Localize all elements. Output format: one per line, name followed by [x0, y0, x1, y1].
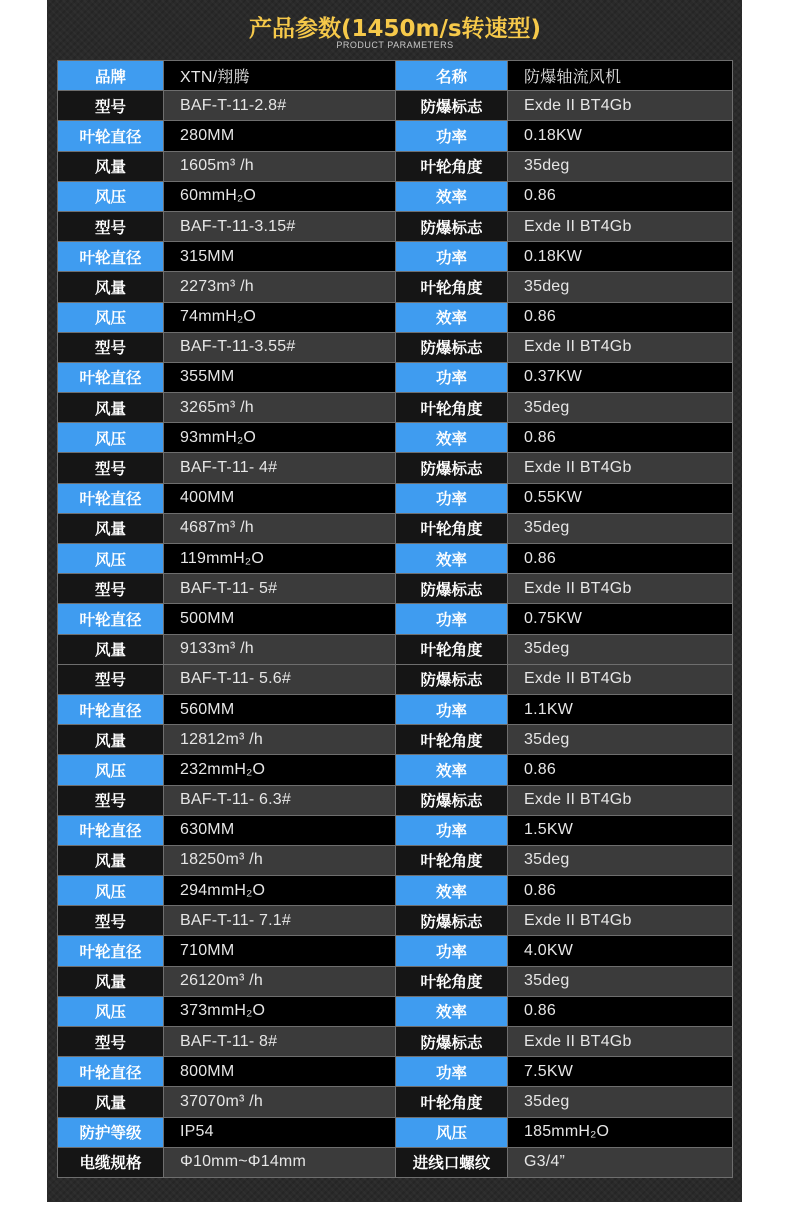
row-value: 280MM — [164, 121, 396, 151]
row-label: 风压 — [58, 181, 164, 211]
row-label: 型号 — [58, 664, 164, 694]
table-row — [58, 996, 733, 1026]
row-value: BAF-T-11-3.15# — [164, 211, 396, 241]
row-label: 叶轮角度 — [396, 151, 508, 181]
row-label: 叶轮直径 — [58, 362, 164, 392]
row-value: 35deg — [508, 634, 733, 664]
row-value: 800MM — [164, 1057, 396, 1087]
row-value: 119mmH₂O — [164, 544, 396, 574]
row-value: 710MM — [164, 936, 396, 966]
row-value: 12812m³ /h — [164, 725, 396, 755]
spec-table-body — [58, 61, 733, 1178]
table-row — [58, 815, 733, 845]
table-row — [58, 332, 733, 362]
row-value: Exde II BT4Gb — [508, 664, 733, 694]
row-label: 风压 — [396, 1117, 508, 1147]
row-label: 功率 — [396, 604, 508, 634]
row-label: 防护等级 — [58, 1117, 164, 1147]
row-value: 35deg — [508, 725, 733, 755]
row-label: 风量 — [58, 725, 164, 755]
table-row — [58, 362, 733, 392]
row-label: 防爆标志 — [396, 211, 508, 241]
row-value: 1.5KW — [508, 815, 733, 845]
row-value: Exde II BT4Gb — [508, 453, 733, 483]
row-value: G3/4” — [508, 1147, 733, 1177]
page-subtitle: PRODUCT PARAMETERS — [336, 40, 454, 50]
table-row — [58, 393, 733, 423]
row-value: 294mmH₂O — [164, 876, 396, 906]
row-value: 74mmH₂O — [164, 302, 396, 332]
row-value: 0.86 — [508, 544, 733, 574]
row-label: 风压 — [58, 876, 164, 906]
row-value: 0.37KW — [508, 362, 733, 392]
row-label: 风压 — [58, 996, 164, 1026]
row-label: 防爆标志 — [396, 91, 508, 121]
row-label: 风压 — [58, 544, 164, 574]
row-label: 型号 — [58, 91, 164, 121]
row-label: 叶轮角度 — [396, 725, 508, 755]
row-value: 0.86 — [508, 181, 733, 211]
table-row — [58, 966, 733, 996]
row-value: Φ10mm~Φ14mm — [164, 1147, 396, 1177]
row-value: 0.55KW — [508, 483, 733, 513]
row-value: Exde II BT4Gb — [508, 1027, 733, 1057]
row-value: 35deg — [508, 393, 733, 423]
row-label: 风量 — [58, 966, 164, 996]
row-label: 风量 — [58, 151, 164, 181]
row-value: 35deg — [508, 1087, 733, 1117]
table-row — [58, 906, 733, 936]
row-label: 叶轮直径 — [58, 483, 164, 513]
row-label: 叶轮直径 — [58, 1057, 164, 1087]
row-label: 型号 — [58, 453, 164, 483]
row-label: 风量 — [58, 845, 164, 875]
row-label: 防爆标志 — [396, 453, 508, 483]
row-value: 7.5KW — [508, 1057, 733, 1087]
row-value: BAF-T-11- 6.3# — [164, 785, 396, 815]
row-label: 效率 — [396, 755, 508, 785]
row-value: XTN/翔腾 — [164, 61, 396, 91]
table-row — [58, 845, 733, 875]
row-value: BAF-T-11- 4# — [164, 453, 396, 483]
row-label: 风压 — [58, 423, 164, 453]
row-value: 35deg — [508, 513, 733, 543]
row-label: 名称 — [396, 61, 508, 91]
row-value: 18250m³ /h — [164, 845, 396, 875]
row-label: 防爆标志 — [396, 906, 508, 936]
row-label: 型号 — [58, 211, 164, 241]
row-value: Exde II BT4Gb — [508, 574, 733, 604]
table-row — [58, 302, 733, 332]
row-label: 风量 — [58, 513, 164, 543]
row-label: 效率 — [396, 544, 508, 574]
table-row — [58, 151, 733, 181]
row-value: BAF-T-11-2.8# — [164, 91, 396, 121]
table-row — [58, 725, 733, 755]
row-value: Exde II BT4Gb — [508, 906, 733, 936]
row-label: 防爆标志 — [396, 664, 508, 694]
table-row — [58, 574, 733, 604]
row-value: 26120m³ /h — [164, 966, 396, 996]
table-row — [58, 1057, 733, 1087]
row-value: 93mmH₂O — [164, 423, 396, 453]
row-label: 叶轮直径 — [58, 815, 164, 845]
row-label: 防爆标志 — [396, 332, 508, 362]
row-label: 效率 — [396, 302, 508, 332]
row-label: 风量 — [58, 272, 164, 302]
table-row — [58, 694, 733, 724]
row-label: 型号 — [58, 574, 164, 604]
row-label: 防爆标志 — [396, 785, 508, 815]
row-label: 叶轮角度 — [396, 634, 508, 664]
table-row — [58, 1087, 733, 1117]
row-value: 0.86 — [508, 996, 733, 1026]
row-label: 效率 — [396, 423, 508, 453]
table-row — [58, 181, 733, 211]
row-label: 功率 — [396, 936, 508, 966]
row-label: 进线口螺纹 — [396, 1147, 508, 1177]
row-value: BAF-T-11- 7.1# — [164, 906, 396, 936]
row-label: 风量 — [58, 1087, 164, 1117]
table-row — [58, 513, 733, 543]
row-value: 1.1KW — [508, 694, 733, 724]
page-title: 产品参数(1450m/s转速型) — [248, 16, 542, 42]
row-label: 效率 — [396, 876, 508, 906]
row-label: 品牌 — [58, 61, 164, 91]
row-value: 0.86 — [508, 423, 733, 453]
row-label: 功率 — [396, 483, 508, 513]
table-row — [58, 423, 733, 453]
row-label: 风量 — [58, 393, 164, 423]
table-row — [58, 544, 733, 574]
row-value: 0.18KW — [508, 121, 733, 151]
row-value: Exde II BT4Gb — [508, 332, 733, 362]
row-value: 0.18KW — [508, 242, 733, 272]
row-label: 功率 — [396, 121, 508, 151]
table-row — [58, 242, 733, 272]
row-label: 风压 — [58, 302, 164, 332]
row-label: 功率 — [396, 1057, 508, 1087]
row-label: 叶轮直径 — [58, 936, 164, 966]
row-value: 60mmH₂O — [164, 181, 396, 211]
table-row — [58, 483, 733, 513]
table-row — [58, 755, 733, 785]
row-value: 355MM — [164, 362, 396, 392]
row-value: 373mmH₂O — [164, 996, 396, 1026]
row-value: 37070m³ /h — [164, 1087, 396, 1117]
row-label: 型号 — [58, 785, 164, 815]
row-value: BAF-T-11- 8# — [164, 1027, 396, 1057]
row-value: Exde II BT4Gb — [508, 91, 733, 121]
row-label: 叶轮角度 — [396, 845, 508, 875]
row-label: 叶轮直径 — [58, 694, 164, 724]
row-value: BAF-T-11- 5.6# — [164, 664, 396, 694]
table-row — [58, 1117, 733, 1147]
row-label: 效率 — [396, 181, 508, 211]
row-value: BAF-T-11-3.55# — [164, 332, 396, 362]
row-value: 232mmH₂O — [164, 755, 396, 785]
table-row — [58, 211, 733, 241]
row-value: 560MM — [164, 694, 396, 724]
table-row — [58, 876, 733, 906]
table-row — [58, 61, 733, 91]
table-row — [58, 664, 733, 694]
row-label: 防爆标志 — [396, 1027, 508, 1057]
row-value: 35deg — [508, 151, 733, 181]
row-value: 0.86 — [508, 302, 733, 332]
row-value: 9133m³ /h — [164, 634, 396, 664]
row-value: 4.0KW — [508, 936, 733, 966]
row-label: 风压 — [58, 755, 164, 785]
table-row — [58, 785, 733, 815]
row-label: 效率 — [396, 996, 508, 1026]
row-label: 叶轮角度 — [396, 393, 508, 423]
row-value: Exde II BT4Gb — [508, 211, 733, 241]
row-label: 叶轮角度 — [396, 1087, 508, 1117]
table-row — [58, 272, 733, 302]
row-label: 叶轮角度 — [396, 513, 508, 543]
spec-table — [57, 60, 733, 1178]
row-value: 1605m³ /h — [164, 151, 396, 181]
row-label: 防爆标志 — [396, 574, 508, 604]
row-label: 功率 — [396, 242, 508, 272]
table-row — [58, 453, 733, 483]
row-label: 型号 — [58, 332, 164, 362]
table-row — [58, 121, 733, 151]
row-value: 0.86 — [508, 755, 733, 785]
row-label: 叶轮直径 — [58, 121, 164, 151]
row-value: 防爆轴流风机 — [508, 61, 733, 91]
row-value: 500MM — [164, 604, 396, 634]
row-value: 185mmH₂O — [508, 1117, 733, 1147]
row-label: 叶轮角度 — [396, 966, 508, 996]
row-value: 35deg — [508, 966, 733, 996]
row-label: 型号 — [58, 1027, 164, 1057]
row-value: 0.75KW — [508, 604, 733, 634]
row-value: 3265m³ /h — [164, 393, 396, 423]
row-label: 叶轮直径 — [58, 604, 164, 634]
row-label: 叶轮直径 — [58, 242, 164, 272]
table-row — [58, 936, 733, 966]
row-value: IP54 — [164, 1117, 396, 1147]
row-value: Exde II BT4Gb — [508, 785, 733, 815]
row-label: 叶轮角度 — [396, 272, 508, 302]
row-label: 功率 — [396, 362, 508, 392]
row-label: 型号 — [58, 906, 164, 936]
row-value: 0.86 — [508, 876, 733, 906]
table-row — [58, 1147, 733, 1177]
row-value: 35deg — [508, 272, 733, 302]
row-value: 630MM — [164, 815, 396, 845]
row-value: BAF-T-11- 5# — [164, 574, 396, 604]
row-value: 4687m³ /h — [164, 513, 396, 543]
row-label: 风量 — [58, 634, 164, 664]
row-label: 功率 — [396, 815, 508, 845]
row-label: 功率 — [396, 694, 508, 724]
row-value: 35deg — [508, 845, 733, 875]
row-label: 电缆规格 — [58, 1147, 164, 1177]
row-value: 2273m³ /h — [164, 272, 396, 302]
table-row — [58, 604, 733, 634]
row-value: 315MM — [164, 242, 396, 272]
table-row — [58, 1027, 733, 1057]
row-value: 400MM — [164, 483, 396, 513]
table-row — [58, 634, 733, 664]
table-row — [58, 91, 733, 121]
